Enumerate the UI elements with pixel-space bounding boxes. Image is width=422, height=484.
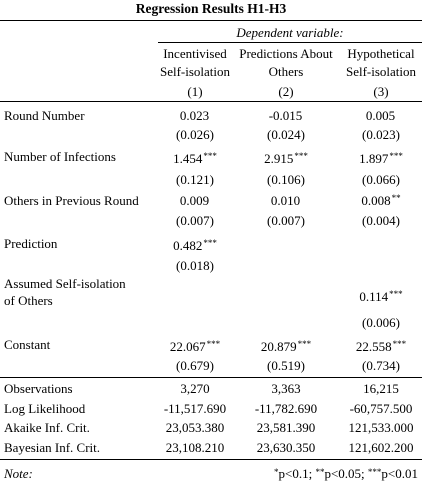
dependent-variable-label: Dependent variable:: [236, 25, 344, 40]
stat-label: Bayesian Inf. Crit.: [4, 440, 101, 455]
coef-cell: 1.897***: [359, 151, 403, 166]
se-cell: (0.679): [176, 358, 214, 373]
se-cell: (0.007): [176, 213, 214, 228]
coef-cell: 1.454***: [173, 151, 217, 166]
row-label: Number of Infections: [4, 149, 116, 164]
coef-cell: 22.558***: [355, 339, 407, 354]
se-cell: (0.018): [176, 258, 214, 273]
row-label: Assumed Self-isolation: [4, 276, 126, 291]
stat-cell: 121,533.000: [348, 420, 414, 435]
coef-cell: [340, 238, 422, 254]
column-1-header-line1: Incentivised: [163, 46, 227, 61]
stat-cell: 3,270: [180, 381, 210, 396]
coef-cell: [236, 238, 336, 254]
row-label: Constant: [4, 337, 51, 352]
se-cell: (0.066): [362, 172, 400, 187]
coef-cell: 0.008**: [361, 193, 401, 208]
stat-cell: 121,602.200: [348, 440, 414, 455]
column-3-header-line1: Hypothetical: [347, 46, 415, 61]
stat-label: Observations: [4, 381, 73, 396]
coef-cell: 20.879***: [260, 339, 312, 354]
column-2-number: (2): [278, 84, 294, 99]
coef-cell: 0.023: [179, 108, 210, 123]
coef-cell: 2.915***: [264, 151, 308, 166]
stat-cell: -11,517.690: [163, 401, 227, 416]
stat-cell: 16,215: [363, 381, 399, 396]
significance-legend: *p<0.1; **p<0.05; ***p<0.01: [274, 466, 418, 481]
coef-cell: [158, 289, 232, 305]
se-cell: (0.121): [176, 172, 214, 187]
se-cell: (0.106): [267, 172, 305, 187]
se-cell: (0.004): [362, 213, 400, 228]
coef-cell: -0.015: [268, 108, 303, 123]
stat-cell: 3,363: [271, 381, 301, 396]
column-3-header-line2: Self-isolation: [345, 64, 417, 79]
coef-cell: 0.005: [365, 108, 396, 123]
se-cell: (0.026): [176, 127, 214, 142]
top-rule: [0, 20, 422, 21]
note-label: Note:: [4, 466, 33, 481]
row-label-line2: of Others: [4, 293, 53, 308]
column-1-number: (1): [187, 84, 203, 99]
header-rule: [0, 101, 422, 102]
stat-cell: -60,757.500: [349, 401, 413, 416]
column-3-number: (3): [373, 84, 389, 99]
coef-cell: 22.067***: [169, 339, 221, 354]
stat-cell: -11,782.690: [254, 401, 318, 416]
se-cell: (0.024): [267, 127, 305, 142]
coef-cell: 0.482***: [173, 238, 217, 253]
row-label: Prediction: [4, 236, 58, 251]
dependent-variable-rule: [158, 42, 422, 43]
row-label: Round Number: [4, 108, 85, 123]
stat-cell: 23,053.380: [165, 420, 225, 435]
column-2-header-line1: Predictions About: [239, 46, 333, 61]
column-1-header-line2: Self-isolation: [159, 64, 231, 79]
coef-cell: 0.010: [270, 193, 301, 208]
stat-label: Log Likelihood: [4, 401, 86, 416]
stats-rule: [0, 377, 422, 378]
table-title: Regression Results H1-H3: [135, 1, 287, 16]
row-label: Others in Previous Round: [4, 193, 139, 208]
coef-cell: [236, 289, 336, 305]
bottom-rule: [0, 459, 422, 460]
se-cell: (0.006): [362, 315, 400, 330]
se-cell: (0.734): [362, 358, 400, 373]
se-cell: (0.519): [267, 358, 305, 373]
stat-cell: 23,581.390: [256, 420, 316, 435]
stat-label: Akaike Inf. Crit.: [4, 420, 90, 435]
stat-cell: 23,630.350: [256, 440, 316, 455]
stat-cell: 23,108.210: [165, 440, 225, 455]
se-cell: (0.007): [267, 213, 305, 228]
se-cell: (0.023): [362, 127, 400, 142]
column-2-header-line2: Others: [268, 64, 304, 79]
coef-cell: 0.114***: [359, 289, 403, 304]
coef-cell: 0.009: [179, 193, 210, 208]
